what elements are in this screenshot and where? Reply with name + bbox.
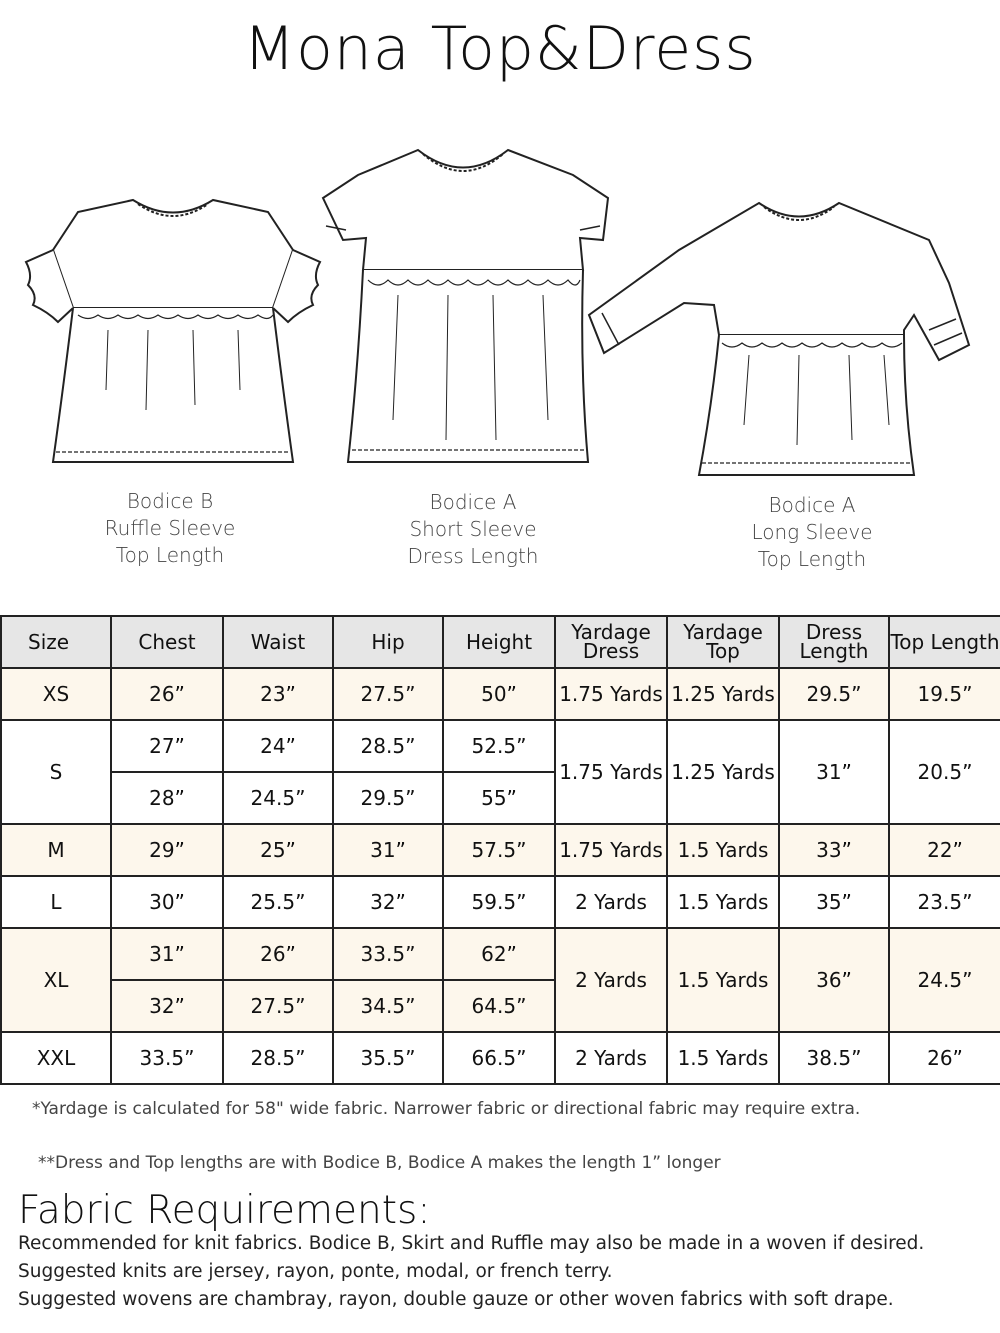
hip-cell: 29.5” bbox=[333, 772, 443, 824]
caption-short-sleeve bbox=[373, 489, 573, 570]
waist-cell: 26” bbox=[223, 928, 333, 980]
table-row bbox=[1, 1032, 1000, 1084]
caption-line: Top Length bbox=[115, 543, 225, 567]
height-cell: 66.5” bbox=[443, 1032, 555, 1084]
caption-line: Short Sleeve bbox=[409, 517, 537, 541]
waist-cell: 24.5” bbox=[223, 772, 333, 824]
height-cell: 50” bbox=[443, 668, 555, 720]
header-top-length: Top Length bbox=[889, 616, 1000, 668]
hip-cell: 35.5” bbox=[333, 1032, 443, 1084]
chest-cell: 31” bbox=[111, 928, 223, 980]
table-row bbox=[1, 928, 1000, 980]
caption-line: Ruffle Sleeve bbox=[104, 516, 236, 540]
size-cell: XS bbox=[1, 668, 111, 720]
dress-length-cell: 29.5” bbox=[779, 668, 889, 720]
header-dress-length: Dress Length bbox=[779, 616, 889, 668]
length-note: **Dress and Top lengths are with Bodice B, Bodice A makes the length 1” longer bbox=[38, 1153, 721, 1173]
waist-cell: 25” bbox=[223, 824, 333, 876]
header-yardage-dress: Yardage Dress bbox=[555, 616, 667, 668]
chest-cell: 29” bbox=[111, 824, 223, 876]
yardage-dress-cell: 1.75 Yards bbox=[555, 720, 667, 824]
caption-line: Bodice B bbox=[126, 489, 214, 513]
page-title: Mona Top&Dress bbox=[243, 14, 757, 84]
yardage-dress-cell: 2 Yards bbox=[555, 876, 667, 928]
dress-length-cell: 33” bbox=[779, 824, 889, 876]
yardage-dress-cell: 2 Yards bbox=[555, 928, 667, 1032]
caption-long-sleeve bbox=[712, 492, 912, 573]
top-length-cell: 26” bbox=[889, 1032, 1000, 1084]
caption-line: Long Sleeve bbox=[751, 520, 873, 544]
dress-length-cell: 35” bbox=[779, 876, 889, 928]
top-length-cell: 22” bbox=[889, 824, 1000, 876]
caption-line: Top Length bbox=[757, 547, 867, 571]
height-cell: 52.5” bbox=[443, 720, 555, 772]
table-row bbox=[1, 876, 1000, 928]
header-chest: Chest bbox=[111, 616, 223, 668]
yardage-dress-cell: 2 Yards bbox=[555, 1032, 667, 1084]
waist-cell: 28.5” bbox=[223, 1032, 333, 1084]
caption-ruffle-sleeve bbox=[70, 488, 270, 569]
size-cell: S bbox=[1, 720, 111, 824]
size-cell: XL bbox=[1, 928, 111, 1032]
dress-length-cell: 36” bbox=[779, 928, 889, 1032]
waist-cell: 25.5” bbox=[223, 876, 333, 928]
chest-cell: 26” bbox=[111, 668, 223, 720]
yardage-top-cell: 1.5 Yards bbox=[667, 824, 779, 876]
caption-line: Dress Length bbox=[407, 544, 539, 568]
chest-cell: 33.5” bbox=[111, 1032, 223, 1084]
hip-cell: 34.5” bbox=[333, 980, 443, 1032]
yardage-top-cell: 1.5 Yards bbox=[667, 928, 779, 1032]
height-cell: 62” bbox=[443, 928, 555, 980]
top-length-cell: 23.5” bbox=[889, 876, 1000, 928]
yardage-top-cell: 1.25 Yards bbox=[667, 720, 779, 824]
header-waist: Waist bbox=[223, 616, 333, 668]
height-cell: 55” bbox=[443, 772, 555, 824]
chest-cell: 32” bbox=[111, 980, 223, 1032]
table-row bbox=[1, 824, 1000, 876]
top-length-cell: 19.5” bbox=[889, 668, 1000, 720]
yardage-top-cell: 1.25 Yards bbox=[667, 668, 779, 720]
fabric-line: Suggested knits are jersey, rayon, ponte, modal, or french terry. bbox=[18, 1261, 613, 1282]
hip-cell: 27.5” bbox=[333, 668, 443, 720]
caption-line: Bodice A bbox=[768, 493, 856, 517]
size-chart-table bbox=[0, 615, 1000, 1085]
header-size: Size bbox=[1, 616, 111, 668]
long-sleeve-top-illustration bbox=[584, 195, 984, 485]
chest-cell: 30” bbox=[111, 876, 223, 928]
dress-length-cell: 31” bbox=[779, 720, 889, 824]
size-cell: L bbox=[1, 876, 111, 928]
height-cell: 64.5” bbox=[443, 980, 555, 1032]
header-hip: Hip bbox=[333, 616, 443, 668]
height-cell: 57.5” bbox=[443, 824, 555, 876]
chest-cell: 28” bbox=[111, 772, 223, 824]
hip-cell: 32” bbox=[333, 876, 443, 928]
table-row bbox=[1, 720, 1000, 772]
header-yardage-top: Yardage Top bbox=[667, 616, 779, 668]
yardage-dress-cell: 1.75 Yards bbox=[555, 824, 667, 876]
yardage-top-cell: 1.5 Yards bbox=[667, 1032, 779, 1084]
hip-cell: 28.5” bbox=[333, 720, 443, 772]
top-length-cell: 24.5” bbox=[889, 928, 1000, 1032]
table-row bbox=[1, 668, 1000, 720]
dress-length-cell: 38.5” bbox=[779, 1032, 889, 1084]
hip-cell: 31” bbox=[333, 824, 443, 876]
yardage-top-cell: 1.5 Yards bbox=[667, 876, 779, 928]
fabric-line: Recommended for knit fabrics. Bodice B, Skirt and Ruffle may also be made in a woven if desired. bbox=[18, 1233, 925, 1254]
caption-line: Bodice A bbox=[429, 490, 517, 514]
size-cell: M bbox=[1, 824, 111, 876]
chest-cell: 27” bbox=[111, 720, 223, 772]
size-cell: XXL bbox=[1, 1032, 111, 1084]
waist-cell: 27.5” bbox=[223, 980, 333, 1032]
yardage-dress-cell: 1.75 Yards bbox=[555, 668, 667, 720]
hip-cell: 33.5” bbox=[333, 928, 443, 980]
table-header-row bbox=[1, 616, 1000, 668]
ruffle-sleeve-top-illustration bbox=[18, 190, 328, 490]
fabric-line: Suggested wovens are chambray, rayon, double gauze or other woven fabrics with soft drape. bbox=[18, 1289, 894, 1310]
waist-cell: 23” bbox=[223, 668, 333, 720]
header-height: Height bbox=[443, 616, 555, 668]
short-sleeve-dress-illustration bbox=[318, 140, 628, 495]
top-length-cell: 20.5” bbox=[889, 720, 1000, 824]
height-cell: 59.5” bbox=[443, 876, 555, 928]
waist-cell: 24” bbox=[223, 720, 333, 772]
yardage-note: *Yardage is calculated for 58" wide fabric. Narrower fabric or directional fabric may require extra. bbox=[32, 1099, 861, 1119]
fabric-requirements-heading: Fabric Requirements: bbox=[18, 1188, 431, 1233]
